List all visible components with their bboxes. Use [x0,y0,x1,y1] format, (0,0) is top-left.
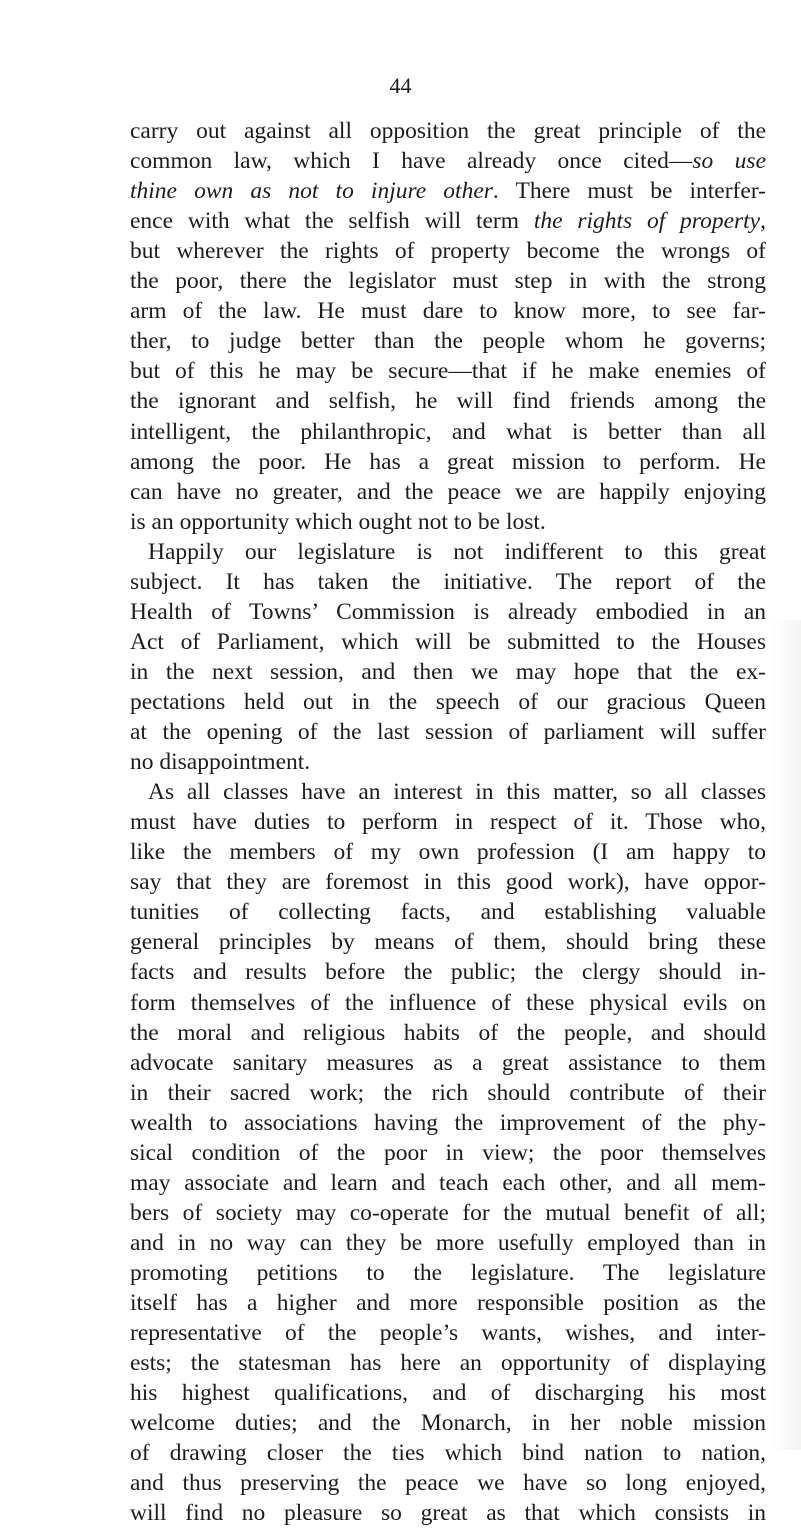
text-line [130,627,766,657]
text-line [130,386,766,416]
text-run: ence with what the selfish will term [130,208,534,235]
text-line [130,1408,766,1438]
text-run: bers of society may co-operate for the mutual benefit of all; [130,1199,766,1226]
text-line [130,1468,766,1498]
text-run: common law, which I have already once cited— [130,148,693,175]
text-line [130,417,766,447]
text-line [130,176,766,206]
text-run: Happily our legislature is not indifferent to this great [148,538,766,565]
text-line [130,266,766,296]
text-line [130,567,766,597]
text-line [130,1078,766,1108]
text-line [130,747,766,777]
text-line [130,897,766,927]
text-line [130,597,766,627]
text-run: at the opening of the last session of parliament will suffer [130,719,766,745]
text-run: advocate sanitary measures as a great assistance to them [130,1049,766,1076]
text-run: must have duties to perform in respect of it. Those who, [130,809,766,836]
text-run: but of this he may be secure—that if he make enemies of [130,358,766,385]
page-edge-shadow [771,620,801,1450]
text-run: in their sacred work; the rich should contribute of their [130,1079,766,1106]
text-run: ests; the statesman has here an opportunity of displaying [130,1350,766,1376]
italic-run: so use [692,148,766,175]
text-run: arm of the law. He must dare to know more, to see far- [130,298,766,325]
text-run: general principles by means of them, should bring these [130,929,766,956]
text-run: but wherever the rights of property become the wrongs of [130,238,766,265]
text-run: may associate and learn and teach each other, and all mem- [130,1169,766,1196]
text-line [130,1258,766,1288]
text-run: like the members of my own profession (I am happy to [130,839,766,866]
text-run: ther, to judge better than the people whom he governs; [130,328,766,355]
text-run: say that they are foremost in this good work), have oppor- [130,869,766,896]
text-run: itself has a higher and more responsible position as the [130,1290,766,1316]
text-run: tunities of collecting facts, and establishing valuable [130,899,766,926]
text-line [130,1048,766,1078]
text-line [130,356,766,386]
text-line [130,687,766,717]
text-run: Act of Parliament, which will be submitted to the Houses [130,628,766,655]
text-line [130,1198,766,1228]
text-line [130,236,766,266]
text-line [130,206,766,236]
text-run: sical condition of the poor in view; the poor themselves [130,1139,766,1166]
text-line [130,477,766,507]
text-run: the ignorant and selfish, he will find friends among the [130,388,766,415]
text-run: Health of Towns’ Commission is already embodied in an [130,598,766,625]
text-run: the poor, there the legislator must step in with the strong [130,268,766,295]
text-line [130,837,766,867]
text-run: among the poor. He has a great mission to perform. He [130,448,766,475]
text-run: in the next session, and then we may hope that the ex- [130,658,766,685]
page-number: 44 [389,73,412,98]
text-line [130,1318,766,1348]
text-line [130,657,766,687]
text-run: of drawing closer the ties which bind nation to nation, [130,1440,766,1467]
text-line [130,1288,766,1318]
text-run: form themselves of the influence of these physical evils on [130,989,766,1016]
text-line [130,116,766,146]
text-line [130,1138,766,1168]
text-run: , [760,208,766,235]
text-run: pectations held out in the speech of our gracious Queen [130,689,766,715]
text-run: the moral and religious habits of the people, and should [130,1019,766,1046]
text-run: is an opportunity which ought not to be lost. [130,508,546,535]
text-run: As all classes have an interest in this matter, so all classes [148,779,766,806]
text-run: wealth to associations having the improvement of the phy- [130,1109,766,1136]
text-run: can have no greater, and the peace we are happily enjoying [130,478,766,505]
text-run: no disappointment. [130,749,311,776]
text-line [148,537,766,567]
text-line [130,717,766,747]
text-run: intelligent, the philanthropic, and what is better than all [130,418,766,445]
text-run: will find no pleasure so great as that which consists in [130,1500,766,1527]
italic-run: thine own as not to injure other [130,178,493,205]
text-run: representative of the people’s wants, wishes, and inter- [130,1320,766,1346]
text-line [130,296,766,326]
text-run: carry out against all opposition the great principle of the [130,118,766,144]
text-line [130,1108,766,1138]
text-line [148,777,766,807]
italic-run: the rights of property [533,208,761,235]
text-run: his highest qualifications, and of discharging his most [130,1380,766,1407]
text-line [130,1498,766,1528]
text-line [130,1438,766,1468]
text-line [130,507,766,537]
text-line [130,957,766,987]
text-line [130,146,766,176]
text-line [130,326,766,356]
text-run: and thus preserving the peace we have so long enjoyed, [130,1470,766,1497]
text-line [130,447,766,477]
text-run: and in no way can they be more usefully employed than in [130,1229,766,1256]
text-run: promoting petitions to the legislature. The legislature [130,1259,766,1286]
text-line [130,1018,766,1048]
text-run: welcome duties; and the Monarch, in her noble mission [130,1410,766,1437]
text-run: facts and results before the public; the clergy should in- [130,959,766,986]
text-line [130,1228,766,1258]
text-line [130,1168,766,1198]
text-line [130,988,766,1018]
text-line [130,867,766,897]
text-line [130,927,766,957]
text-run: . There must be interfer- [492,178,766,205]
text-run: subject. It has taken the initiative. The report of the [130,568,766,595]
text-line [130,1348,766,1378]
text-line [130,807,766,837]
text-line [130,1378,766,1408]
